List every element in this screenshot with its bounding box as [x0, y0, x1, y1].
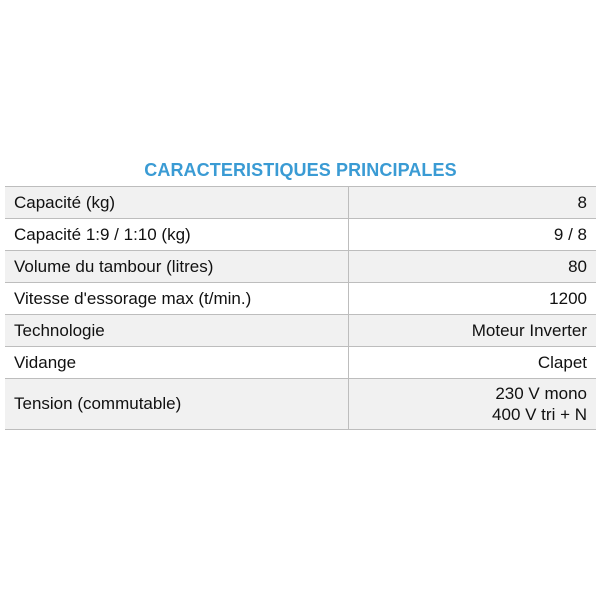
table-row	[5, 251, 596, 283]
table-row	[5, 187, 596, 219]
spec-title: CARACTERISTIQUES PRINCIPALES	[144, 160, 457, 180]
table-row	[5, 283, 596, 315]
row-value-capacity: 8	[349, 187, 597, 219]
spec-table	[5, 186, 596, 430]
voltage-line-tri: 400 V tri + N	[492, 405, 587, 424]
row-label-capacity-ratio: Capacité 1:9 / 1:10 (kg)	[5, 219, 349, 251]
row-value-drain: Clapet	[349, 347, 597, 379]
row-label-drain: Vidange	[5, 347, 349, 379]
row-value-drum-volume: 80	[349, 251, 597, 283]
table-row	[5, 379, 596, 430]
row-value-technology: Moteur Inverter	[349, 315, 597, 347]
row-label-technology: Technologie	[5, 315, 349, 347]
row-label-voltage: Tension (commutable)	[5, 379, 349, 430]
row-value-capacity-ratio: 9 / 8	[349, 219, 597, 251]
row-value-spin-speed: 1200	[349, 283, 597, 315]
table-row	[5, 219, 596, 251]
row-label-capacity: Capacité (kg)	[5, 187, 349, 219]
table-row	[5, 315, 596, 347]
spec-block	[5, 154, 596, 430]
voltage-line-mono: 230 V mono	[495, 384, 587, 403]
row-label-spin-speed: Vitesse d'essorage max (t/min.)	[5, 283, 349, 315]
row-label-drum-volume: Volume du tambour (litres)	[5, 251, 349, 283]
table-row	[5, 347, 596, 379]
row-value-voltage	[349, 379, 597, 430]
